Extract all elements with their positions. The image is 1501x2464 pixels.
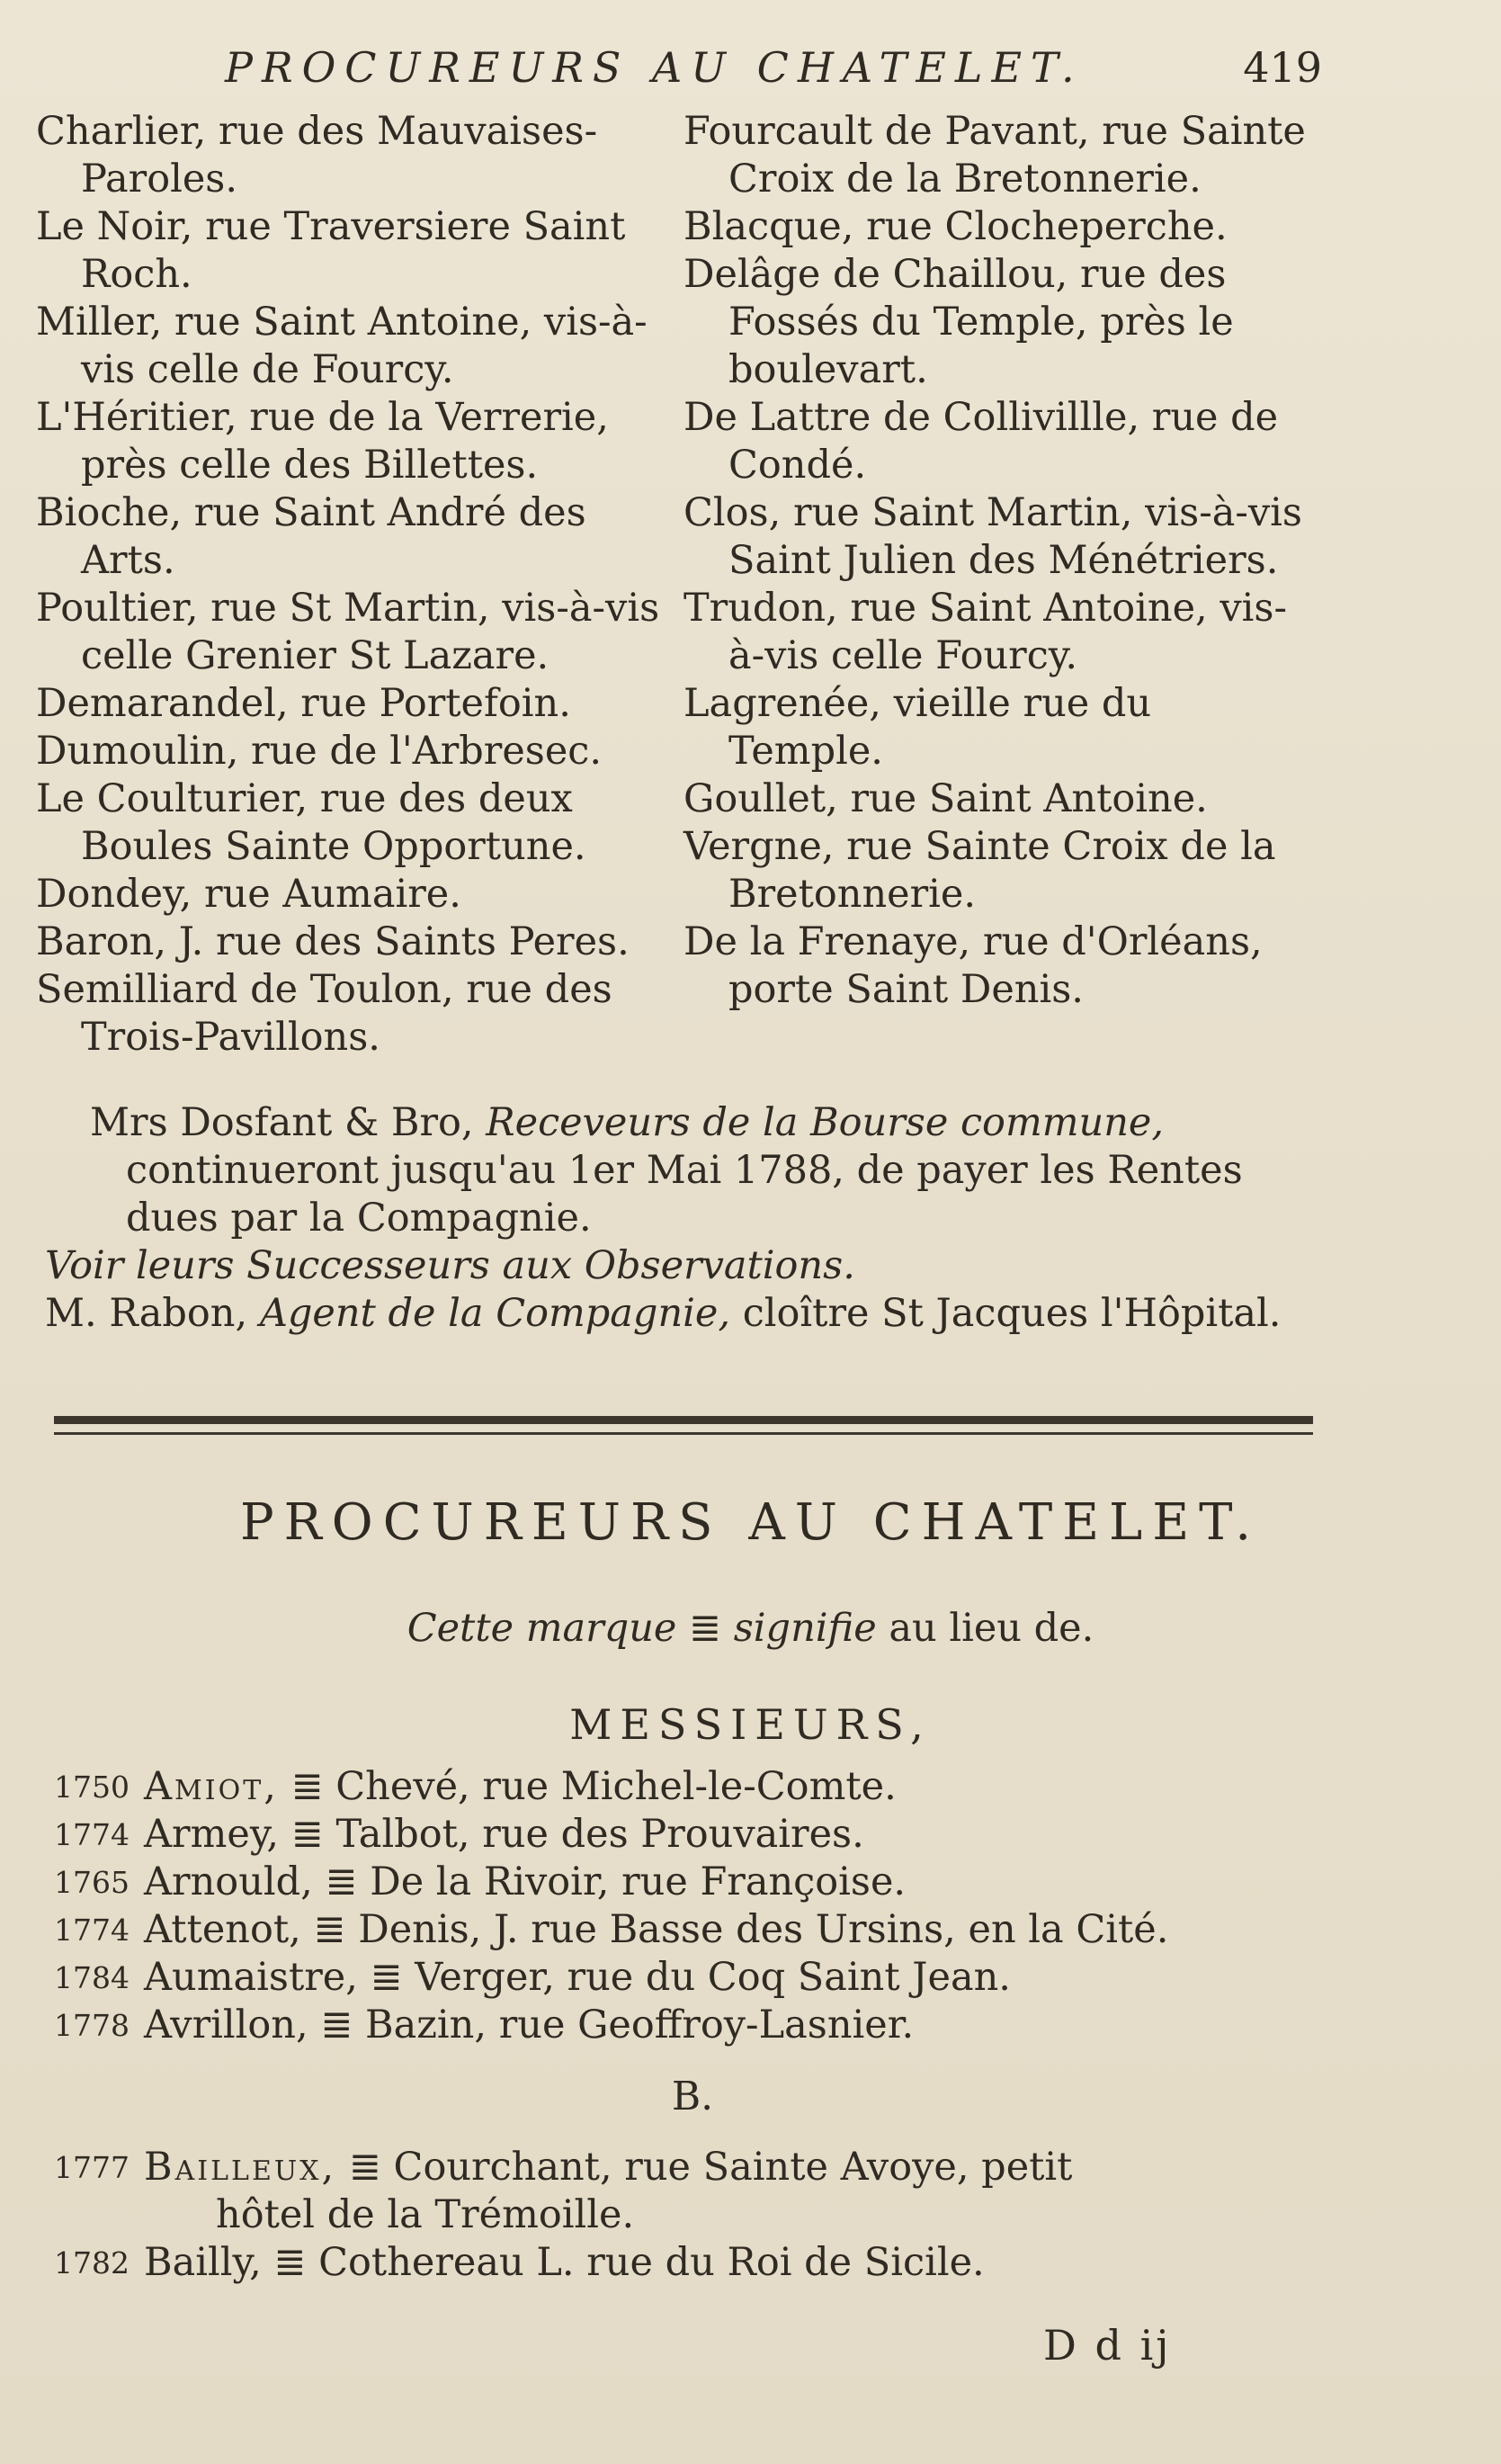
receivers-note [45, 1099, 1322, 1338]
entry-detail: ≣ De la Rivoir, rue Françoise. [325, 1859, 907, 1904]
marque-label: Cette marque [407, 1606, 677, 1651]
entry-detail: ≣ Courchant, rue Sainte Avoye, petit [348, 2145, 1073, 2190]
receivers-names: Mrs Dosfant & Bro, [90, 1100, 474, 1145]
list-item: Dondey, rue Aumaire. [36, 872, 461, 917]
list-item: Le Coulturier, rue des deux Boules Sainte Opportune. [36, 776, 586, 869]
list-item: Charlier, rue des Mauvaises-Paroles. [36, 109, 598, 202]
table-row [54, 1811, 1331, 1859]
running-header [225, 43, 1322, 92]
receivers-text: continueront jusqu'au 1er Mai 1788, de payer les Rentes dues par la Compagnie. [126, 1148, 1243, 1241]
entry-year: 1765 [54, 1865, 130, 1900]
list-item: Blacque, rue Clocheperche. [683, 204, 1228, 249]
list-item: Delâge de Chaillou, rue des Fossés du Temple, près le boulevart. [683, 252, 1234, 392]
messieurs-heading: MESSIEURS, [569, 1700, 932, 1749]
entry-name: Bailly, [144, 2240, 262, 2285]
entry-name: Armey, [144, 1812, 280, 1857]
list-item: Baron, J. rue des Saints Peres. [36, 919, 630, 964]
table-row [54, 2144, 1331, 2191]
entry-year: 1777 [54, 2150, 130, 2185]
entry-name: Avrillon, [144, 2003, 308, 2047]
list-item: Dumoulin, rue de l'Arbresec. [36, 729, 603, 774]
entry-year: 1750 [54, 1770, 130, 1805]
list-item: Lagrenée, vieille rue du Temple. [683, 681, 1152, 774]
list-item: Clos, rue Saint Martin, vis-à-vis Saint Julien des Ménétriers. [683, 490, 1302, 583]
left-column [36, 108, 683, 1062]
list-item: L'Héritier, rue de la Verrerie, près celle des Billettes. [36, 395, 609, 488]
receivers-role: Receveurs de la Bourse commune, [486, 1100, 1164, 1145]
receivers-paragraph [45, 1099, 1322, 1242]
marque-symbol: ≣ [689, 1606, 722, 1651]
agent-line [45, 1290, 1322, 1338]
entry-year: 1774 [54, 1913, 130, 1948]
entry-year: 1778 [54, 2008, 130, 2043]
table-row [54, 1954, 1331, 2002]
entry-year: 1774 [54, 1817, 130, 1852]
agent-name: M. Rabon, [45, 1291, 248, 1336]
entry-detail: ≣ Talbot, rue des Prouvaires. [290, 1812, 864, 1857]
entry-name: Attenot, [144, 1907, 301, 1952]
list-item: De la Frenaye, rue d'Orléans, porte Saint Denis. [683, 919, 1263, 1012]
marque-legend [0, 1606, 1501, 1651]
section-divider [54, 1416, 1313, 1424]
running-title: PROCUREURS AU CHATELET. [225, 43, 1084, 92]
list-item: De Lattre de Collivillle, rue de Condé. [683, 395, 1279, 488]
table-row [54, 1763, 1331, 1811]
section-title: PROCUREURS AU CHATELET. [239, 1493, 1262, 1552]
agent-address: cloître St Jacques l'Hôpital. [742, 1291, 1282, 1336]
entry-detail: ≣ Cothereau L. rue du Roi de Sicile. [273, 2240, 985, 2285]
procureurs-list [54, 1763, 1331, 2287]
list-item: Miller, rue Saint Antoine, vis-à-vis celle de Fourcy. [36, 300, 648, 392]
list-item: Poultier, rue St Martin, vis-à-vis celle Grenier St Lazare. [36, 586, 660, 678]
entry-detail: ≣ Bazin, rue Geoffroy-Lasnier. [320, 2003, 915, 2047]
entry-name: Arnould, [144, 1859, 313, 1904]
table-row [54, 1906, 1331, 1954]
list-item: Demarandel, rue Portefoin. [36, 681, 571, 726]
list-item: Bioche, rue Saint André des Arts. [36, 490, 586, 583]
entry-detail: ≣ Chevé, rue Michel-le-Comte. [290, 1764, 897, 1809]
list-item: Vergne, rue Sainte Croix de la Bretonnerie. [683, 824, 1276, 917]
entry-detail: ≣ Denis, J. rue Basse des Ursins, en la Cité. [313, 1907, 1169, 1952]
table-row-continuation: hôtel de la Trémoille. [216, 2192, 635, 2237]
table-row [54, 2002, 1331, 2049]
entry-detail: ≣ Verger, rue du Coq Saint Jean. [370, 1955, 1011, 2000]
entry-name: Bailleux, [144, 2145, 337, 2190]
entry-name: Aumaistre, [144, 1955, 358, 2000]
page-number: 419 [1243, 43, 1322, 92]
list-item: Le Noir, rue Traversiere Saint Roch. [36, 204, 626, 297]
agent-role: Agent de la Compagnie, [259, 1291, 731, 1336]
list-item: Fourcault de Pavant, rue Sainte Croix de la Bretonnerie. [683, 109, 1306, 202]
entry-year: 1782 [54, 2245, 130, 2280]
right-column [683, 108, 1313, 1014]
marque-rest: au lieu de. [889, 1606, 1094, 1651]
entry-name: Amiot, [144, 1764, 279, 1809]
entry-year: 1784 [54, 1960, 130, 1995]
signature-mark: D d ij [1043, 2321, 1172, 2370]
marque-signifie: signifie [733, 1606, 877, 1651]
section-divider-thin [54, 1432, 1313, 1435]
table-row [54, 1859, 1331, 1906]
table-row [54, 2239, 1331, 2287]
list-item: Goullet, rue Saint Antoine. [683, 776, 1208, 821]
list-item: Trudon, rue Saint Antoine, vis-à-vis celle Fourcy. [683, 586, 1288, 678]
list-item: Semilliard de Toulon, rue des Trois-Pavillons. [36, 967, 612, 1060]
see-also-note: Voir leurs Successeurs aux Observations. [45, 1243, 855, 1288]
letter-heading-b: B. [671, 2074, 714, 2119]
